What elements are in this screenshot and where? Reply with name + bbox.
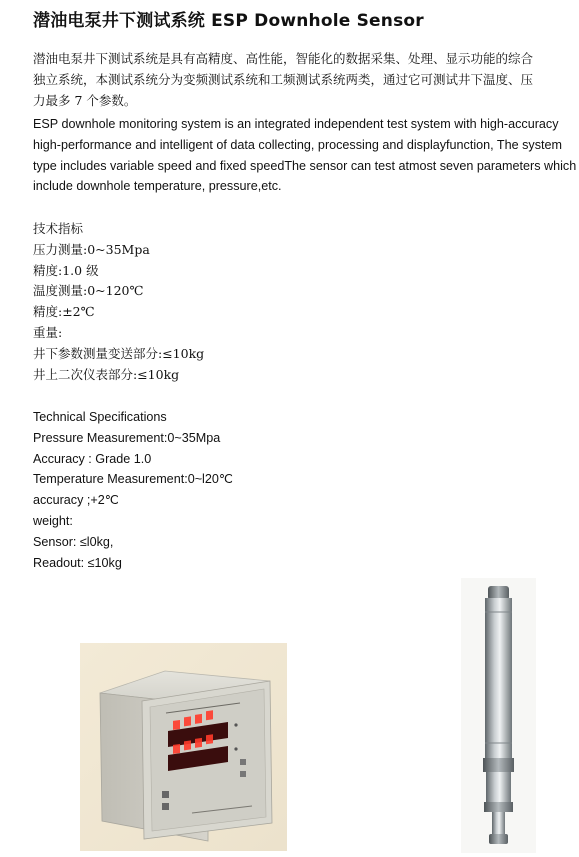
intro-en-line: type includes variable speed and fixed speedThe sensor can test atmost seven parameters which — [33, 158, 577, 173]
readout-instrument-photo — [80, 643, 287, 851]
intro-chinese — [33, 49, 533, 111]
intro-en-line: high-performance and intelligent of data collecting, processing and displayfunction, The system — [33, 137, 563, 152]
spec-en-line: Accuracy : Grade 1.0 — [33, 451, 152, 466]
spec-zh-line: 温度测量:0~120℃ — [33, 283, 144, 299]
intro-en-line: include downhole temperature, pressure,etc. — [33, 179, 282, 194]
spec-zh-line: 重量: — [33, 324, 63, 340]
intro-zh-line: 独立系统，本测试系统分为变频测试系统和工频测试系统两类，通过它可测试井下温度、压 — [33, 71, 534, 87]
spec-en-line: weight: — [33, 513, 73, 528]
spec-zh-line: 井上二次仪表部分:≤10kg — [33, 366, 180, 382]
downhole-sensor-photo — [461, 578, 536, 853]
specs-zh-heading: 技术指标 — [33, 221, 84, 236]
page-title: 潜油电泵井下测试系统 ESP Downhole Sensor — [33, 11, 424, 31]
spec-zh-line: 井下参数测量变送部分:≤10kg — [33, 345, 205, 361]
intro-en-line: ESP downhole monitoring system is an integrated independent test system with high-accuracy — [33, 117, 559, 131]
intro-zh-line: 力最多 7 个参数。 — [33, 92, 137, 108]
spec-en-line: Readout: ≤10kg — [33, 555, 122, 570]
specs-en-heading: Technical Specifications — [33, 410, 167, 424]
intro-english — [33, 114, 576, 197]
spec-zh-line: 精度:±2℃ — [33, 304, 95, 320]
readout-instrument-image — [80, 643, 287, 851]
spec-zh-line: 精度:1.0 级 — [33, 262, 99, 278]
specs-english — [33, 407, 233, 573]
spec-zh-line: 压力测量:0~35Mpa — [33, 241, 150, 257]
intro-zh-line: 潜油电泵井下测试系统是具有高精度、高性能，智能化的数据采集、处理、显示功能的综合 — [33, 51, 534, 66]
spec-en-line: Sensor: ≤l0kg, — [33, 534, 114, 549]
specs-chinese — [33, 219, 204, 385]
spec-en-line: Pressure Measurement:0~35Mpa — [33, 430, 221, 445]
downhole-sensor-image — [461, 578, 536, 853]
spec-en-line: accuracy ;+2℃ — [33, 493, 119, 508]
spec-en-line: Temperature Measurement:0~l20℃ — [33, 472, 233, 487]
